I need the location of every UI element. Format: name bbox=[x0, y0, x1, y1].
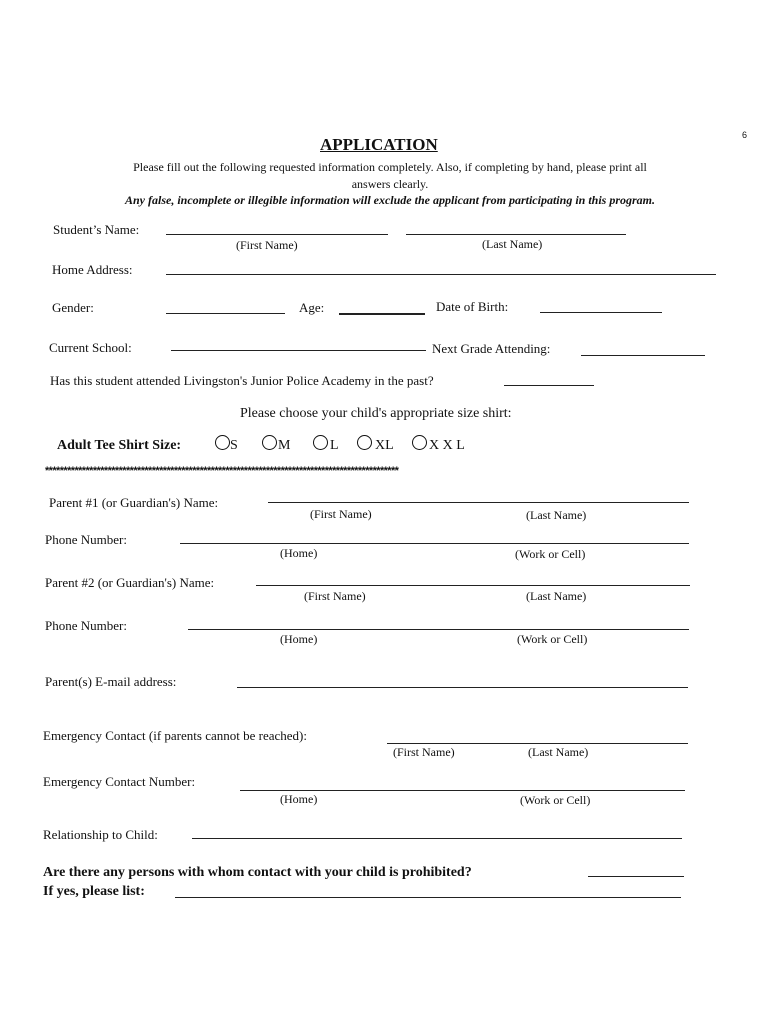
home-address-field[interactable] bbox=[166, 274, 716, 275]
intro-line-1: Please fill out the following requested information completely. Also, if completing by hand, please print all bbox=[133, 160, 647, 174]
relationship-field[interactable] bbox=[192, 838, 682, 839]
parent2-phone-label: Phone Number: bbox=[45, 618, 127, 633]
attended-answer-field[interactable] bbox=[504, 385, 594, 386]
home-address-label: Home Address: bbox=[52, 262, 133, 277]
student-name-label: Student’s Name: bbox=[53, 222, 140, 237]
age-label: Age: bbox=[299, 300, 325, 315]
student-first-name-caption: (First Name) bbox=[236, 238, 298, 252]
attended-question: Has this student attended Livingston's Junior Police Academy in the past? bbox=[50, 373, 434, 388]
prohibited-answer-field[interactable] bbox=[588, 876, 684, 877]
parent1-last-name-caption: (Last Name) bbox=[526, 508, 587, 522]
page-number: 6 bbox=[742, 130, 748, 140]
size-xl-label: XL bbox=[375, 438, 394, 453]
prohibited-list-label: If yes, please list: bbox=[43, 884, 145, 899]
parent1-work-caption: (Work or Cell) bbox=[515, 547, 586, 561]
dob-field[interactable] bbox=[540, 312, 662, 313]
emergency-first-name-caption: (First Name) bbox=[393, 745, 455, 759]
parent1-phone-label: Phone Number: bbox=[45, 532, 127, 547]
emergency-last-name-caption: (Last Name) bbox=[528, 745, 589, 759]
next-grade-label: Next Grade Attending: bbox=[432, 341, 551, 356]
parent2-phone-field[interactable] bbox=[188, 629, 689, 630]
parent2-name-field[interactable] bbox=[256, 585, 690, 586]
parent1-name-label: Parent #1 (or Guardian's) Name: bbox=[49, 495, 219, 510]
size-s-label: S bbox=[230, 438, 238, 453]
size-s-radio[interactable] bbox=[215, 435, 230, 450]
size-l-label: L bbox=[330, 438, 339, 453]
current-school-label: Current School: bbox=[49, 340, 132, 355]
size-l-radio[interactable] bbox=[313, 435, 328, 450]
parent1-name-field[interactable] bbox=[268, 502, 689, 503]
age-field[interactable] bbox=[339, 313, 425, 315]
student-last-name-caption: (Last Name) bbox=[482, 237, 543, 251]
relationship-label: Relationship to Child: bbox=[43, 827, 158, 842]
shirt-size-label: Adult Tee Shirt Size: bbox=[57, 438, 182, 453]
emergency-contact-field[interactable] bbox=[387, 743, 688, 744]
shirt-prompt: Please choose your child's appropriate size shirt: bbox=[240, 406, 512, 421]
parent2-last-name-caption: (Last Name) bbox=[526, 589, 587, 603]
emergency-work-caption: (Work or Cell) bbox=[520, 793, 591, 807]
prohibited-question: Are there any persons with whom contact with your child is prohibited? bbox=[43, 865, 472, 880]
parent2-work-caption: (Work or Cell) bbox=[517, 632, 588, 646]
email-field[interactable] bbox=[237, 687, 688, 688]
emergency-number-label: Emergency Contact Number: bbox=[43, 774, 196, 789]
size-m-label: M bbox=[278, 438, 291, 453]
gender-label: Gender: bbox=[52, 300, 94, 315]
warning-text: Any false, incomplete or illegible information will exclude the applicant from participating in this program. bbox=[124, 193, 656, 207]
size-xxl-radio[interactable] bbox=[412, 435, 427, 450]
parent2-home-caption: (Home) bbox=[280, 632, 318, 646]
size-m-radio[interactable] bbox=[262, 435, 277, 450]
student-first-name-field[interactable] bbox=[166, 234, 388, 235]
parent1-first-name-caption: (First Name) bbox=[310, 507, 372, 521]
intro-line-2: answers clearly. bbox=[351, 177, 429, 191]
parent2-name-label: Parent #2 (or Guardian's) Name: bbox=[45, 575, 215, 590]
parent1-home-caption: (Home) bbox=[280, 546, 318, 560]
emergency-number-field[interactable] bbox=[240, 790, 685, 791]
emergency-contact-label: Emergency Contact (if parents cannot be reached): bbox=[43, 728, 307, 743]
email-label: Parent(s) E-mail address: bbox=[45, 674, 177, 689]
page-title: APPLICATION bbox=[320, 135, 438, 154]
student-last-name-field[interactable] bbox=[406, 234, 626, 235]
current-school-field[interactable] bbox=[171, 350, 426, 351]
size-xl-radio[interactable] bbox=[357, 435, 372, 450]
gender-field[interactable] bbox=[166, 313, 285, 314]
emergency-home-caption: (Home) bbox=[280, 792, 318, 806]
dob-label: Date of Birth: bbox=[436, 299, 509, 314]
next-grade-field[interactable] bbox=[581, 355, 705, 356]
size-xxl-label: X X L bbox=[429, 438, 465, 453]
parent2-first-name-caption: (First Name) bbox=[304, 589, 366, 603]
prohibited-list-field[interactable] bbox=[175, 897, 681, 898]
parent1-phone-field[interactable] bbox=[180, 543, 689, 544]
separator: ************************************************************************************************ bbox=[45, 465, 399, 477]
